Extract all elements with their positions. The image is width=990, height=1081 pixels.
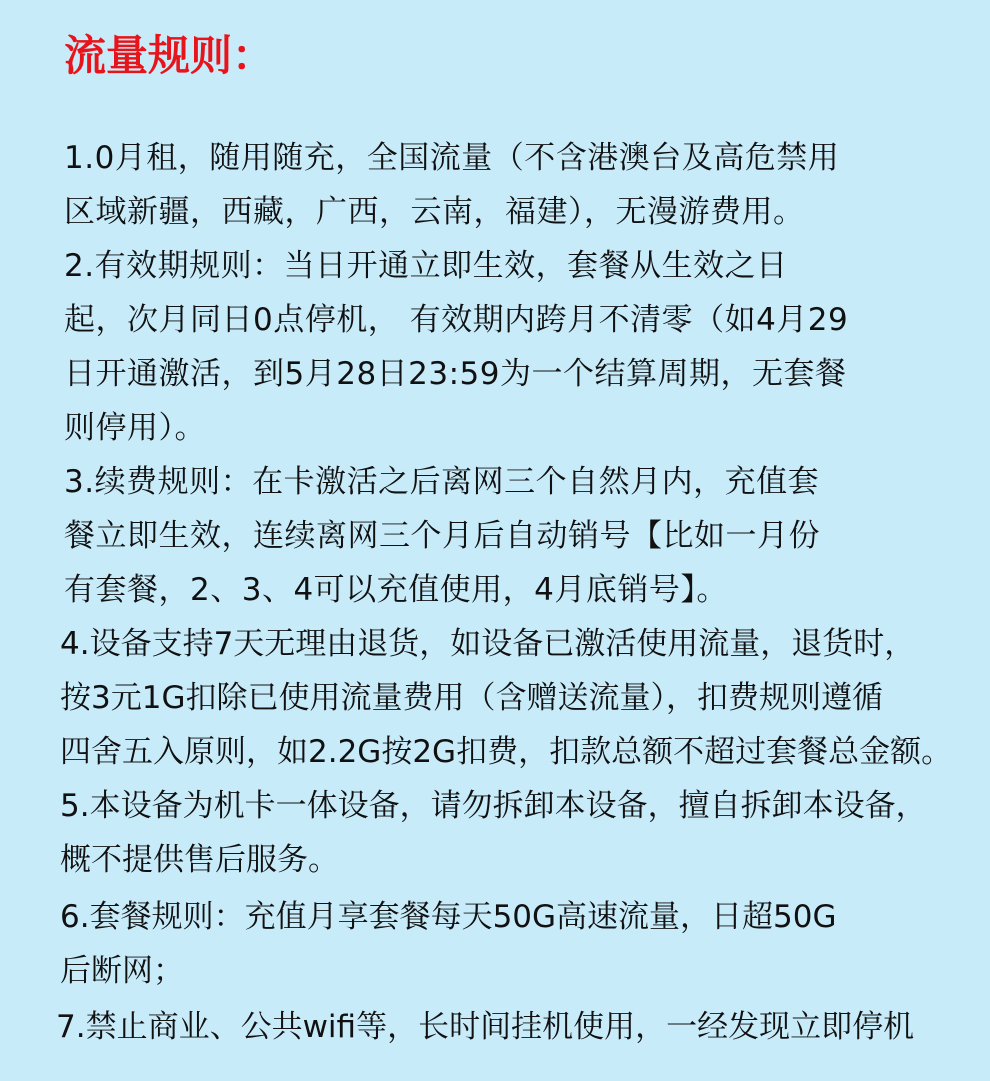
rule-3: 3.续费规则：在卡激活之后离网三个自然月内，充值套 餐立即生效，连续离网三个月后自动销号【比如一月份 有套餐，2、3、4可以充值使用，4月底销号】。 <box>64 464 820 608</box>
rule-1: 1.0月租，随用随充，全国流量（不含港澳台及高危禁用 区域新疆，西藏，广西，云南，福建），无漫游费用。 <box>64 140 840 230</box>
rule-7: 7.禁止商业、公共wifi等，长时间挂机使用，一经发现立即停机 <box>56 1009 915 1045</box>
rule-5: 5.本设备为机卡一体设备，请勿拆卸本设备，擅自拆卸本设备， 概不提供售后服务。 <box>60 788 927 878</box>
rule-6: 6.套餐规则：充值月享套餐每天50G高速流量，日超50G 后断网； <box>60 899 837 989</box>
rule-2: 2.有效期规则：当日开通立即生效，套餐从生效之日 起，次月同日0点停机， 有效期内跨月不清零（如4月29 日开通激活，到5月28日23:59为一个结算周期，无套餐 则停用）。 <box>64 248 849 446</box>
page-title: 流量规则： <box>64 31 275 80</box>
rule-4: 4.设备支持7天无理由退货，如设备已激活使用流量，退货时， 按3元1G扣除已使用流量费用（含赠送流量），扣费规则遵循 四舍五入原则，如2.2G按2G扣费，扣款总额不超过套餐总金额。 <box>60 626 953 770</box>
